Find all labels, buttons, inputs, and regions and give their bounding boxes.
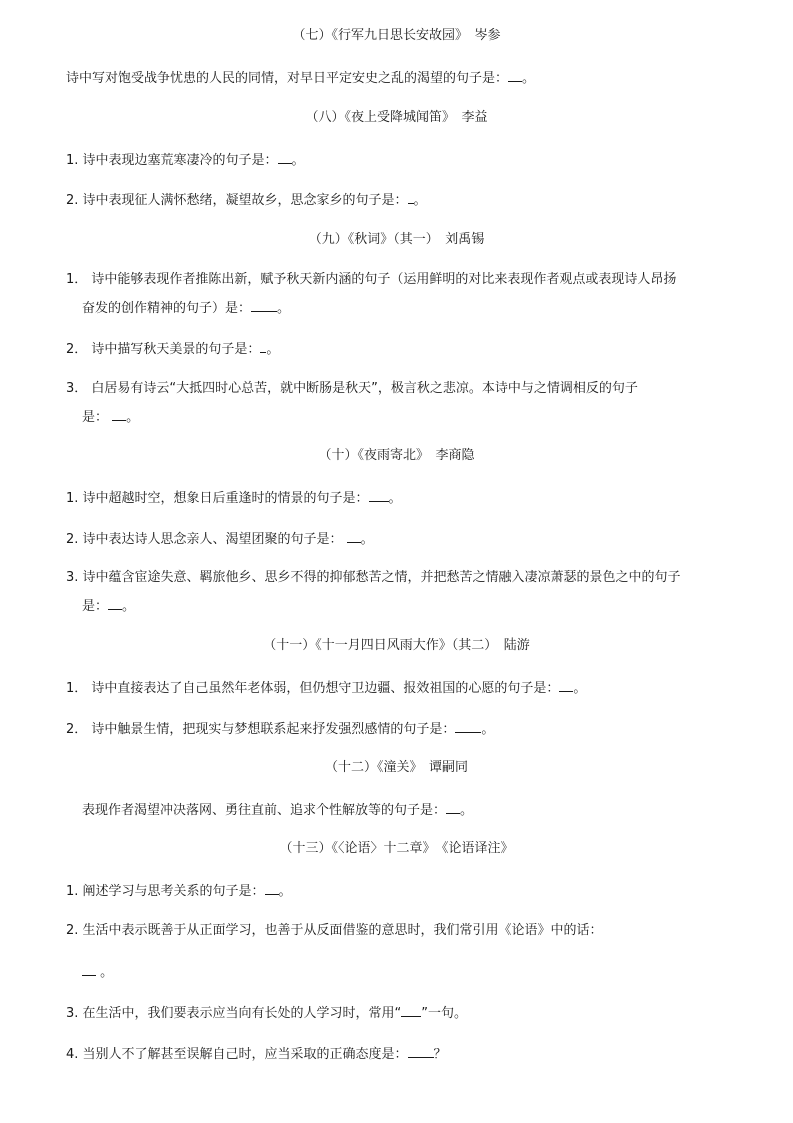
- question-text: 表现作者渴望冲决落网、勇往直前、追求个性解放等的句子是：: [82, 803, 447, 818]
- answer-blank[interactable]: [401, 1003, 421, 1017]
- answer-blank[interactable]: [108, 596, 122, 610]
- question-s10-3-line1: 3. 诗中蕴含宦途失意、羁旅他乡、思乡不得的抑郁愁苦之情，并把愁苦之情融入凄凉萧瑟的景色之中的句子: [66, 570, 681, 585]
- answer-blank[interactable]: [251, 298, 277, 312]
- question-end: 。: [291, 153, 305, 168]
- section-11-heading: （十一）《十一月四日风雨大作》（其二） 陆游: [263, 638, 530, 653]
- answer-blank[interactable]: [278, 150, 292, 164]
- question-s10-1: [66, 488, 402, 508]
- question-end: 。: [522, 71, 536, 86]
- question-s8-2: [66, 190, 427, 210]
- question-end: 。: [96, 965, 114, 980]
- question-end: 。: [122, 599, 136, 614]
- question-text: 诗中写对饱受战争忧患的人民的同情，对早日平定安史之乱的渴望的句子是：: [66, 71, 509, 86]
- question-end: 。: [573, 681, 587, 696]
- question-s13-4: [66, 1044, 447, 1064]
- question-text: 2． 诗中触景生情，把现实与梦想联系起来抒发强烈感情的句子是：: [66, 722, 456, 737]
- section-10-heading: （十）《夜雨寄北》 李商隐: [318, 448, 475, 463]
- question-end: 。: [278, 884, 292, 899]
- question-end: ？: [433, 1047, 447, 1062]
- question-text: 2． 诗中描写秋天美景的句子是：: [66, 342, 261, 357]
- question-text: 1. 阐述学习与思考关系的句子是：: [66, 884, 265, 899]
- answer-blank[interactable]: [446, 800, 460, 814]
- section-13-heading: （十三）《〈论语〉十二章》 《论语译注》: [279, 841, 514, 856]
- question-text: 4. 当别人不了解甚至误解自己时，应当采取的正确态度是：: [66, 1047, 408, 1062]
- section-8-heading: （八）《夜上受降城闻笛》 李益: [305, 110, 488, 125]
- question-s9-3-line1: 3． 白居易有诗云“大抵四时心总苦，就中断肠是秋天”，极言秋之悲凉。本诗中与之情调相反的句子: [66, 381, 638, 396]
- question-s10-2: [66, 529, 374, 549]
- answer-blank[interactable]: [369, 488, 389, 502]
- question-s13-2: 2. 生活中表示既善于从正面学习，也善于从反面借鉴的意思时，我们常引用《论语》中的话：: [66, 923, 603, 938]
- question-end: 。: [360, 532, 374, 547]
- question-s9-2: [66, 339, 279, 359]
- question-s9-1-line1: 1． 诗中能够表现作者推陈出新，赋予秋天新内涵的句子（运用鲜明的对比来表现作者观点或表现诗人昂扬: [66, 272, 677, 287]
- question-end: 。: [277, 301, 291, 316]
- question-end: 。: [413, 193, 427, 208]
- section-9-heading: （九）《秋词》（其一） 刘禹锡: [308, 232, 485, 247]
- question-end: 。: [126, 410, 140, 425]
- answer-blank[interactable]: [112, 407, 126, 421]
- answer-blank[interactable]: [265, 881, 279, 895]
- question-end: ”一句。: [421, 1006, 468, 1021]
- question-text: 2. 诗中表达诗人思念亲人、渴望团聚的句子是：: [66, 532, 347, 547]
- section-7-heading: （七）《行军九日思长安故园》 岑参: [292, 28, 501, 43]
- question-s11-1: [66, 678, 586, 698]
- question-s12-1: [82, 800, 473, 820]
- answer-blank[interactable]: [408, 1044, 434, 1058]
- question-text: 1. 诗中超越时空，想象日后重逢时的情景的句子是：: [66, 491, 369, 506]
- question-text: 3. 在生活中，我们要表示应当向有长处的人学习时，常用“: [66, 1006, 402, 1021]
- question-text: 1. 诗中表现边塞荒寒凄冷的句子是：: [66, 153, 278, 168]
- question-s9-3-line2: [82, 407, 139, 427]
- question-s9-1-line2: [82, 298, 290, 318]
- question-end: 。: [460, 803, 474, 818]
- answer-blank[interactable]: [455, 719, 481, 733]
- question-s13-3: [66, 1003, 467, 1023]
- question-s11-2: [66, 719, 494, 739]
- question-end: 。: [388, 491, 402, 506]
- question-s8-1: [66, 150, 305, 170]
- question-end: 。: [266, 342, 280, 357]
- question-text: 1． 诗中直接表达了自己虽然年老体弱，但仍想守卫边疆、报效祖国的心愿的句子是：: [66, 681, 560, 696]
- section-12-heading: （十二）《潼关》 谭嗣同: [324, 760, 468, 775]
- question-text: 奋发的创作精神的句子）是：: [82, 301, 252, 316]
- question-s13-1: [66, 881, 292, 901]
- answer-blank[interactable]: [347, 529, 361, 543]
- answer-blank[interactable]: [508, 68, 522, 82]
- question-s13-2-answer: [82, 962, 113, 982]
- question-text: 是：: [82, 599, 109, 614]
- question-s7-1: [66, 68, 535, 88]
- question-text: 是：: [82, 410, 113, 425]
- question-end: 。: [481, 722, 495, 737]
- answer-blank[interactable]: [82, 962, 96, 976]
- question-s10-3-line2: [82, 596, 135, 616]
- question-text: 2. 诗中表现征人满怀愁绪，凝望故乡，思念家乡的句子是：: [66, 193, 408, 208]
- answer-blank[interactable]: [559, 678, 573, 692]
